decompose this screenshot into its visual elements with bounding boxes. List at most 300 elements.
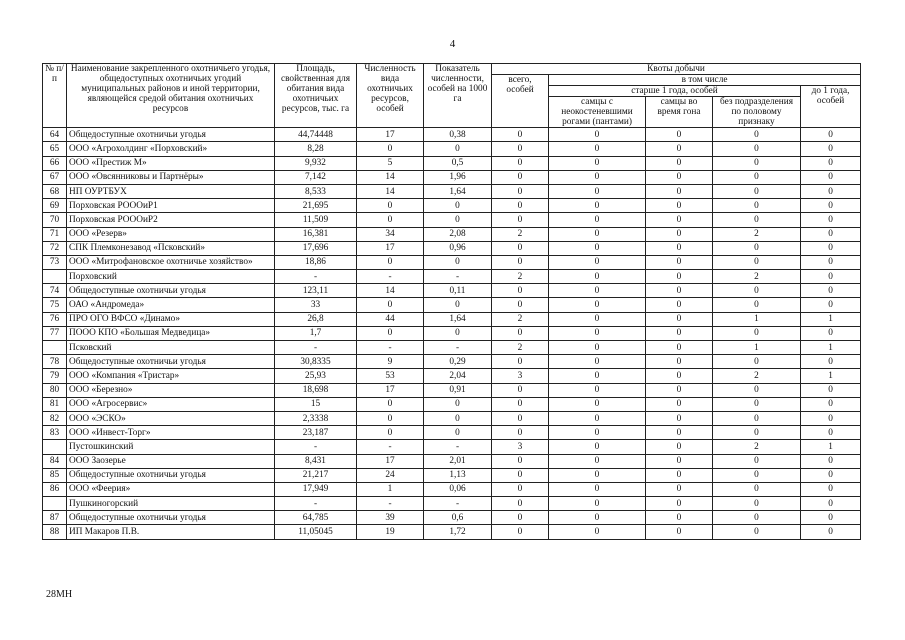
males-antlers-cell: 0 <box>549 341 646 355</box>
no-sex-cell: 0 <box>713 397 801 411</box>
no-sex-cell: 0 <box>713 255 801 269</box>
population-cell: 14 <box>357 184 424 198</box>
area-cell: 26,8 <box>275 312 357 326</box>
hunting-quota-table <box>42 63 861 540</box>
row-number: 71 <box>43 227 67 241</box>
population-cell: - <box>357 270 424 284</box>
no-sex-cell: 0 <box>713 170 801 184</box>
younger-cell: 0 <box>801 128 861 142</box>
area-cell: 18,698 <box>275 383 357 397</box>
quota-total-cell: 0 <box>492 298 549 312</box>
males-antlers-cell: 0 <box>549 525 646 539</box>
no-sex-cell: 2 <box>713 440 801 454</box>
header-older: старше 1 года, особей <box>549 86 801 97</box>
males-rut-cell: 0 <box>646 440 713 454</box>
population-cell: 0 <box>357 255 424 269</box>
table-row <box>43 170 861 184</box>
population-cell: 0 <box>357 411 424 425</box>
header-name: Наименование закрепленного охотничьего угодья, общедоступных охотничьих угодий муниципальных районов и иной территории, являющейся средой обитания охотничьих ресурсов <box>67 64 275 128</box>
males-rut-cell: 0 <box>646 227 713 241</box>
males-rut-cell: 0 <box>646 298 713 312</box>
younger-cell: 0 <box>801 156 861 170</box>
density-cell: 0,6 <box>424 511 492 525</box>
younger-cell: 0 <box>801 468 861 482</box>
quota-total-cell: 0 <box>492 142 549 156</box>
quota-total-cell: 2 <box>492 341 549 355</box>
males-rut-cell: 0 <box>646 128 713 142</box>
hunting-ground-name: ООО «Феерия» <box>67 482 275 496</box>
younger-cell: 0 <box>801 227 861 241</box>
area-cell: 8,533 <box>275 184 357 198</box>
hunting-ground-name: Псковский <box>67 341 275 355</box>
density-cell: 2,04 <box>424 369 492 383</box>
quota-total-cell: 0 <box>492 326 549 340</box>
table-row <box>43 369 861 383</box>
males-antlers-cell: 0 <box>549 397 646 411</box>
area-cell: 17,696 <box>275 241 357 255</box>
density-cell: 2,01 <box>424 454 492 468</box>
quota-total-cell: 0 <box>492 170 549 184</box>
population-cell: 17 <box>357 383 424 397</box>
no-sex-cell: 2 <box>713 227 801 241</box>
hunting-ground-name: Порховский <box>67 270 275 284</box>
table-row <box>43 241 861 255</box>
males-antlers-cell: 0 <box>549 426 646 440</box>
row-number: 80 <box>43 383 67 397</box>
males-rut-cell: 0 <box>646 241 713 255</box>
table-row <box>43 156 861 170</box>
males-rut-cell: 0 <box>646 454 713 468</box>
population-cell: 0 <box>357 426 424 440</box>
header-males-rut: самцы во время гона <box>646 97 713 128</box>
males-antlers-cell: 0 <box>549 199 646 213</box>
row-number: 73 <box>43 255 67 269</box>
area-cell: 44,74448 <box>275 128 357 142</box>
density-cell: 0,96 <box>424 241 492 255</box>
area-cell: 11,05045 <box>275 525 357 539</box>
no-sex-cell: 1 <box>713 312 801 326</box>
population-cell: 0 <box>357 397 424 411</box>
no-sex-cell: 0 <box>713 468 801 482</box>
population-cell: 17 <box>357 454 424 468</box>
no-sex-cell: 0 <box>713 326 801 340</box>
younger-cell: 0 <box>801 482 861 496</box>
males-rut-cell: 0 <box>646 326 713 340</box>
table-row <box>43 184 861 198</box>
area-cell: 25,93 <box>275 369 357 383</box>
row-number: 64 <box>43 128 67 142</box>
row-number: 86 <box>43 482 67 496</box>
row-number: 85 <box>43 468 67 482</box>
row-number: 70 <box>43 213 67 227</box>
males-antlers-cell: 0 <box>549 383 646 397</box>
younger-cell: 0 <box>801 184 861 198</box>
population-cell: 39 <box>357 511 424 525</box>
row-number: 68 <box>43 184 67 198</box>
males-antlers-cell: 0 <box>549 184 646 198</box>
no-sex-cell: 0 <box>713 156 801 170</box>
no-sex-cell: 0 <box>713 284 801 298</box>
no-sex-cell: 0 <box>713 482 801 496</box>
males-antlers-cell: 0 <box>549 298 646 312</box>
area-cell: 8,28 <box>275 142 357 156</box>
row-number: 65 <box>43 142 67 156</box>
hunting-ground-name: ООО «ЭСКО» <box>67 411 275 425</box>
density-cell: 0 <box>424 397 492 411</box>
area-cell: - <box>275 270 357 284</box>
row-number: 81 <box>43 397 67 411</box>
quota-total-cell: 3 <box>492 440 549 454</box>
row-number: 72 <box>43 241 67 255</box>
header-males-antlers: самцы с неокостеневшими рогами (пантами) <box>549 97 646 128</box>
table-row <box>43 355 861 369</box>
row-number <box>43 270 67 284</box>
males-rut-cell: 0 <box>646 170 713 184</box>
hunting-ground-name: НП ОУРТБУХ <box>67 184 275 198</box>
area-cell: - <box>275 497 357 511</box>
no-sex-cell: 0 <box>713 426 801 440</box>
younger-cell: 0 <box>801 142 861 156</box>
hunting-ground-name: ООО «Митрофановское охотничье хозяйство» <box>67 255 275 269</box>
density-cell: 1,64 <box>424 184 492 198</box>
no-sex-cell: 0 <box>713 128 801 142</box>
males-antlers-cell: 0 <box>549 497 646 511</box>
table-row <box>43 255 861 269</box>
row-number <box>43 440 67 454</box>
population-cell: 9 <box>357 355 424 369</box>
hunting-ground-name: Общедоступные охотничьи угодья <box>67 468 275 482</box>
area-cell: 16,381 <box>275 227 357 241</box>
density-cell: 0,91 <box>424 383 492 397</box>
row-number: 75 <box>43 298 67 312</box>
header-quota: Квоты добычи <box>492 64 861 75</box>
population-cell: 0 <box>357 298 424 312</box>
population-cell: 34 <box>357 227 424 241</box>
males-antlers-cell: 0 <box>549 241 646 255</box>
males-rut-cell: 0 <box>646 369 713 383</box>
quota-total-cell: 0 <box>492 241 549 255</box>
hunting-ground-name: ООО Заозерье <box>67 454 275 468</box>
population-cell: - <box>357 341 424 355</box>
hunting-ground-name: Пустошкинский <box>67 440 275 454</box>
males-antlers-cell: 0 <box>549 468 646 482</box>
row-number: 74 <box>43 284 67 298</box>
header-no: № п/п <box>43 64 67 128</box>
no-sex-cell: 0 <box>713 213 801 227</box>
population-cell: 5 <box>357 156 424 170</box>
younger-cell: 1 <box>801 369 861 383</box>
no-sex-cell: 0 <box>713 142 801 156</box>
younger-cell: 0 <box>801 326 861 340</box>
males-antlers-cell: 0 <box>549 511 646 525</box>
no-sex-cell: 0 <box>713 511 801 525</box>
table-row <box>43 482 861 496</box>
area-cell: 8,431 <box>275 454 357 468</box>
area-cell: 21,217 <box>275 468 357 482</box>
row-number: 78 <box>43 355 67 369</box>
no-sex-cell: 0 <box>713 525 801 539</box>
population-cell: 24 <box>357 468 424 482</box>
quota-total-cell: 0 <box>492 397 549 411</box>
males-rut-cell: 0 <box>646 255 713 269</box>
younger-cell: 0 <box>801 213 861 227</box>
density-cell: 0 <box>424 255 492 269</box>
area-cell: 7,142 <box>275 170 357 184</box>
density-cell: 0 <box>424 199 492 213</box>
quota-total-cell: 0 <box>492 497 549 511</box>
density-cell: 0 <box>424 298 492 312</box>
area-cell: 64,785 <box>275 511 357 525</box>
density-cell: 0 <box>424 142 492 156</box>
table-row <box>43 411 861 425</box>
males-rut-cell: 0 <box>646 312 713 326</box>
density-cell: - <box>424 270 492 284</box>
density-cell: 0 <box>424 411 492 425</box>
row-number: 82 <box>43 411 67 425</box>
males-antlers-cell: 0 <box>549 440 646 454</box>
area-cell: 30,8335 <box>275 355 357 369</box>
no-sex-cell: 0 <box>713 454 801 468</box>
table-row <box>43 426 861 440</box>
males-antlers-cell: 0 <box>549 227 646 241</box>
males-antlers-cell: 0 <box>549 128 646 142</box>
row-number: 83 <box>43 426 67 440</box>
younger-cell: 0 <box>801 199 861 213</box>
hunting-ground-name: ООО «Компания «Тристар» <box>67 369 275 383</box>
hunting-ground-name: ООО «Инвест-Торг» <box>67 426 275 440</box>
younger-cell: 0 <box>801 397 861 411</box>
quota-total-cell: 0 <box>492 426 549 440</box>
younger-cell: 1 <box>801 341 861 355</box>
males-rut-cell: 0 <box>646 341 713 355</box>
population-cell: 0 <box>357 199 424 213</box>
younger-cell: 0 <box>801 255 861 269</box>
header-total: всего, особей <box>492 75 549 128</box>
males-antlers-cell: 0 <box>549 255 646 269</box>
hunting-ground-name: ПРО ОГО ВФСО «Динамо» <box>67 312 275 326</box>
table-row <box>43 199 861 213</box>
no-sex-cell: 1 <box>713 341 801 355</box>
males-antlers-cell: 0 <box>549 156 646 170</box>
row-number: 84 <box>43 454 67 468</box>
males-rut-cell: 0 <box>646 142 713 156</box>
table-row <box>43 397 861 411</box>
area-cell: 9,932 <box>275 156 357 170</box>
males-antlers-cell: 0 <box>549 482 646 496</box>
younger-cell: 0 <box>801 270 861 284</box>
quota-total-cell: 0 <box>492 383 549 397</box>
population-cell: 0 <box>357 326 424 340</box>
table-row <box>43 468 861 482</box>
row-number: 87 <box>43 511 67 525</box>
quota-total-cell: 0 <box>492 454 549 468</box>
density-cell: 0,38 <box>424 128 492 142</box>
males-antlers-cell: 0 <box>549 411 646 425</box>
younger-cell: 0 <box>801 426 861 440</box>
density-cell: 0,11 <box>424 284 492 298</box>
males-rut-cell: 0 <box>646 355 713 369</box>
table-row <box>43 142 861 156</box>
no-sex-cell: 0 <box>713 411 801 425</box>
hunting-ground-name: Пушкиногорский <box>67 497 275 511</box>
density-cell: 1,13 <box>424 468 492 482</box>
row-number: 77 <box>43 326 67 340</box>
header-density: Показатель численности, особей на 1000 га <box>424 64 492 128</box>
district-subtotal-row <box>43 270 861 284</box>
males-rut-cell: 0 <box>646 497 713 511</box>
area-cell: 123,11 <box>275 284 357 298</box>
younger-cell: 0 <box>801 284 861 298</box>
younger-cell: 0 <box>801 525 861 539</box>
quota-total-cell: 0 <box>492 355 549 369</box>
quota-total-cell: 0 <box>492 128 549 142</box>
males-rut-cell: 0 <box>646 426 713 440</box>
area-cell: 18,86 <box>275 255 357 269</box>
population-cell: 44 <box>357 312 424 326</box>
hunting-ground-name: ИП Макаров П.В. <box>67 525 275 539</box>
younger-cell: 0 <box>801 170 861 184</box>
header-area: Площадь, свойственная для обитания вида охотничьих ресурсов, тыс. га <box>275 64 357 128</box>
males-antlers-cell: 0 <box>549 170 646 184</box>
no-sex-cell: 0 <box>713 199 801 213</box>
density-cell: 0,06 <box>424 482 492 496</box>
table-row <box>43 298 861 312</box>
younger-cell: 0 <box>801 298 861 312</box>
quota-total-cell: 0 <box>492 525 549 539</box>
no-sex-cell: 2 <box>713 369 801 383</box>
quota-total-cell: 0 <box>492 284 549 298</box>
no-sex-cell: 0 <box>713 298 801 312</box>
quota-total-cell: 0 <box>492 468 549 482</box>
area-cell: 1,7 <box>275 326 357 340</box>
table-row <box>43 383 861 397</box>
area-cell: 17,949 <box>275 482 357 496</box>
table-row <box>43 525 861 539</box>
quota-total-cell: 3 <box>492 369 549 383</box>
males-antlers-cell: 0 <box>549 213 646 227</box>
quota-total-cell: 0 <box>492 411 549 425</box>
hunting-ground-name: ПООО КПО «Большая Медведица» <box>67 326 275 340</box>
density-cell: - <box>424 440 492 454</box>
no-sex-cell: 0 <box>713 383 801 397</box>
row-number <box>43 497 67 511</box>
footer-code: 28МН <box>46 589 73 600</box>
header-count: Численность вида охотничьих ресурсов, особей <box>357 64 424 128</box>
area-cell: 2,3338 <box>275 411 357 425</box>
hunting-ground-name: Порховская РОООиР2 <box>67 213 275 227</box>
males-rut-cell: 0 <box>646 383 713 397</box>
hunting-ground-name: СПК Племконезавод «Псковский» <box>67 241 275 255</box>
area-cell: 33 <box>275 298 357 312</box>
quota-total-cell: 0 <box>492 255 549 269</box>
area-cell: - <box>275 341 357 355</box>
table-row <box>43 284 861 298</box>
quota-total-cell: 0 <box>492 511 549 525</box>
density-cell: - <box>424 497 492 511</box>
density-cell: 0 <box>424 213 492 227</box>
quota-total-cell: 2 <box>492 270 549 284</box>
males-antlers-cell: 0 <box>549 454 646 468</box>
males-rut-cell: 0 <box>646 482 713 496</box>
header-younger: до 1 года, особей <box>801 86 861 128</box>
density-cell: 1,96 <box>424 170 492 184</box>
table-row <box>43 227 861 241</box>
density-cell: 2,08 <box>424 227 492 241</box>
district-subtotal-row <box>43 497 861 511</box>
district-subtotal-row <box>43 341 861 355</box>
hunting-ground-name: Общедоступные охотничьи угодья <box>67 284 275 298</box>
males-rut-cell: 0 <box>646 284 713 298</box>
quota-total-cell: 0 <box>492 482 549 496</box>
males-rut-cell: 0 <box>646 397 713 411</box>
density-cell: - <box>424 341 492 355</box>
row-number: 69 <box>43 199 67 213</box>
hunting-ground-name: Порховская РОООиР1 <box>67 199 275 213</box>
density-cell: 0 <box>424 426 492 440</box>
quota-total-cell: 0 <box>492 213 549 227</box>
males-antlers-cell: 0 <box>549 355 646 369</box>
area-cell: 15 <box>275 397 357 411</box>
density-cell: 0 <box>424 326 492 340</box>
younger-cell: 0 <box>801 241 861 255</box>
area-cell: 21,695 <box>275 199 357 213</box>
males-antlers-cell: 0 <box>549 326 646 340</box>
males-rut-cell: 0 <box>646 199 713 213</box>
males-rut-cell: 0 <box>646 184 713 198</box>
hunting-ground-name: Общедоступные охотничьи угодья <box>67 511 275 525</box>
males-rut-cell: 0 <box>646 270 713 284</box>
males-antlers-cell: 0 <box>549 312 646 326</box>
population-cell: 19 <box>357 525 424 539</box>
males-antlers-cell: 0 <box>549 270 646 284</box>
density-cell: 1,72 <box>424 525 492 539</box>
table-body <box>43 128 861 539</box>
row-number: 67 <box>43 170 67 184</box>
no-sex-cell: 0 <box>713 497 801 511</box>
no-sex-cell: 0 <box>713 184 801 198</box>
males-antlers-cell: 0 <box>549 369 646 383</box>
population-cell: - <box>357 440 424 454</box>
younger-cell: 1 <box>801 440 861 454</box>
males-antlers-cell: 0 <box>549 284 646 298</box>
younger-cell: 0 <box>801 497 861 511</box>
table-row <box>43 511 861 525</box>
males-rut-cell: 0 <box>646 525 713 539</box>
table-row <box>43 326 861 340</box>
hunting-ground-name: Общедоступные охотничьи угодья <box>67 355 275 369</box>
hunting-ground-name: Общедоступные охотничьи угодья <box>67 128 275 142</box>
population-cell: 1 <box>357 482 424 496</box>
hunting-ground-name: ООО «Овсянниковы и Партнёры» <box>67 170 275 184</box>
population-cell: 17 <box>357 241 424 255</box>
hunting-ground-name: ООО «Агрохолдинг «Порховский» <box>67 142 275 156</box>
hunting-ground-name: ООО «Престиж М» <box>67 156 275 170</box>
population-cell: 0 <box>357 142 424 156</box>
table-row <box>43 213 861 227</box>
row-number: 66 <box>43 156 67 170</box>
header-no-sex: без подразделения по половому признаку <box>713 97 801 128</box>
younger-cell: 0 <box>801 411 861 425</box>
males-rut-cell: 0 <box>646 411 713 425</box>
no-sex-cell: 2 <box>713 270 801 284</box>
younger-cell: 0 <box>801 511 861 525</box>
density-cell: 0,29 <box>424 355 492 369</box>
quota-total-cell: 0 <box>492 184 549 198</box>
row-number: 79 <box>43 369 67 383</box>
males-rut-cell: 0 <box>646 156 713 170</box>
hunting-ground-name: ООО «Березно» <box>67 383 275 397</box>
row-number <box>43 341 67 355</box>
